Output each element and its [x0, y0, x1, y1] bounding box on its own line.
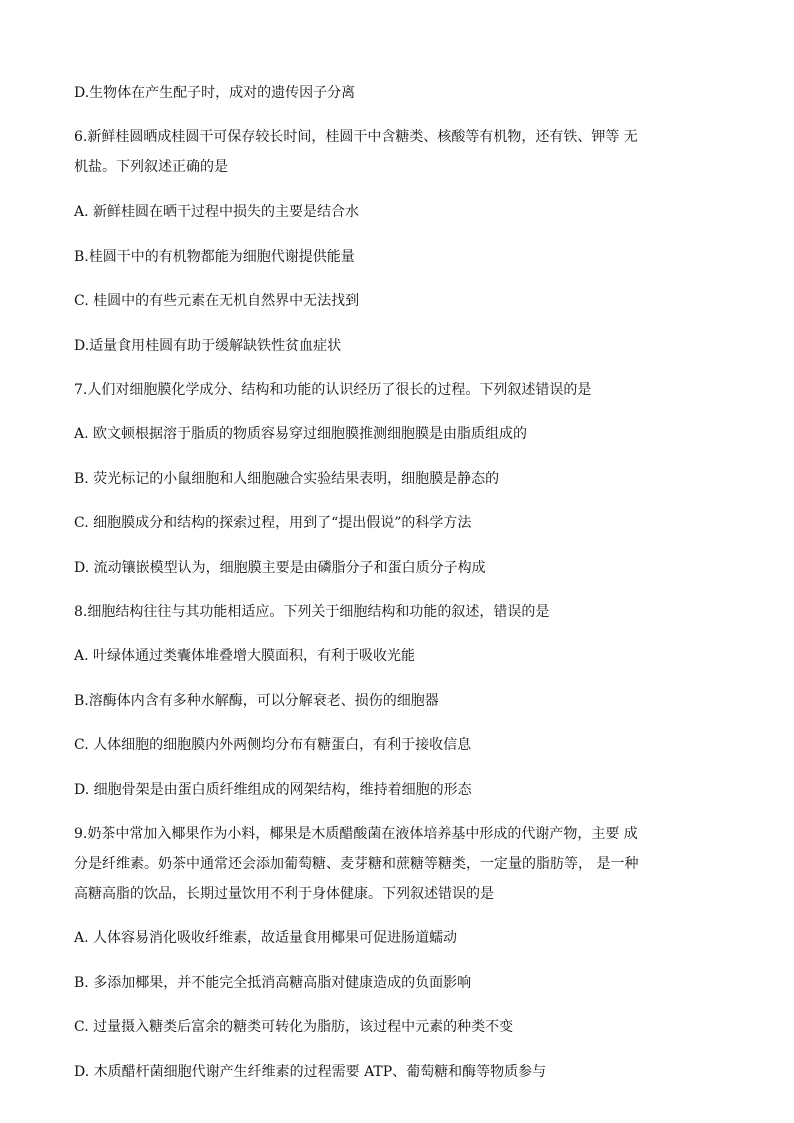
q6-option-a: A. 新鲜桂圆在晒干过程中损失的主要是结合水: [74, 204, 360, 220]
q6-option-b: B.桂圆干中的有机物都能为细胞代谢提供能量: [74, 249, 355, 265]
q8-option-d: D. 细胞骨架是由蛋白质纤维组成的网架结构，维持着细胞的形态: [74, 782, 472, 798]
q7-option-c: C. 细胞膜成分和结构的探索过程，用到了“提出假说”的科学方法: [74, 515, 472, 531]
q6-option-c: C. 桂圆中的有些元素在无机自然界中无法找到: [74, 293, 360, 309]
q9-stem-line-3: 高糖高脂的饮品，长期过量饮用不利于身体健康。下列叙述错误的是: [74, 886, 494, 902]
q6-stem-line-2: 机盐。下列叙述正确的是: [74, 159, 228, 175]
q8-stem: 8.细胞结构往往与其功能相适应。下列关于细胞结构和功能的叙述，错误的是: [74, 604, 550, 620]
q9-stem-line-1: 9.奶茶中常加入椰果作为小料，椰果是木质醋酸菌在液体培养基中形成的代谢产物，主要 成: [74, 826, 638, 842]
q8-option-b: B.溶酶体内含有多种水解酶，可以分解衰老、损伤的细胞器: [74, 693, 439, 709]
q7-stem: 7.人们对细胞膜化学成分、结构和功能的认识经历了很长的过程。下列叙述错误的是: [74, 382, 592, 398]
q9-option-d: D. 木质醋杆菌细胞代谢产生纤维素的过程需要 ATP、葡萄糖和酶等物质参与: [74, 1064, 547, 1080]
q9-stem-line-2: 分是纤维素。奶茶中通常还会添加葡萄糖、麦芽糖和蔗糖等糖类，一定量的脂肪等， 是一种: [74, 856, 639, 872]
q5-option-d: D.生物体在产生配子时，成对的遗传因子分离: [74, 85, 356, 101]
q6-option-d: D.适量食用桂圆有助于缓解缺铁性贫血症状: [74, 338, 342, 354]
q8-option-a: A. 叶绿体通过类囊体堆叠增大膜面积，有利于吸收光能: [74, 648, 416, 664]
q6-stem-line-1: 6.新鲜桂圆晒成桂圆干可保存较长时间，桂圆干中含糖类、核酸等有机物，还有铁、钾等 无: [74, 129, 638, 145]
q7-option-d: D. 流动镶嵌模型认为，细胞膜主要是由磷脂分子和蛋白质分子构成: [74, 560, 486, 576]
q9-option-c: C. 过量摄入糖类后富余的糖类可转化为脂肪，该过程中元素的种类不变: [74, 1019, 514, 1035]
q8-option-c: C. 人体细胞的细胞膜内外两侧均分布有糖蛋白，有利于接收信息: [74, 737, 472, 753]
q7-option-a: A. 欧文顿根据溶于脂质的物质容易穿过细胞膜推测细胞膜是由脂质组成的: [74, 426, 528, 442]
q9-option-a: A. 人体容易消化吸收纤维素，故适量食用椰果可促进肠道蠕动: [74, 930, 458, 946]
q7-option-b: B. 荧光标记的小鼠细胞和人细胞融合实验结果表明，细胞膜是静态的: [74, 471, 500, 487]
q9-option-b: B. 多添加椰果，并不能完全抵消高糖高脂对健康造成的负面影响: [74, 975, 472, 991]
